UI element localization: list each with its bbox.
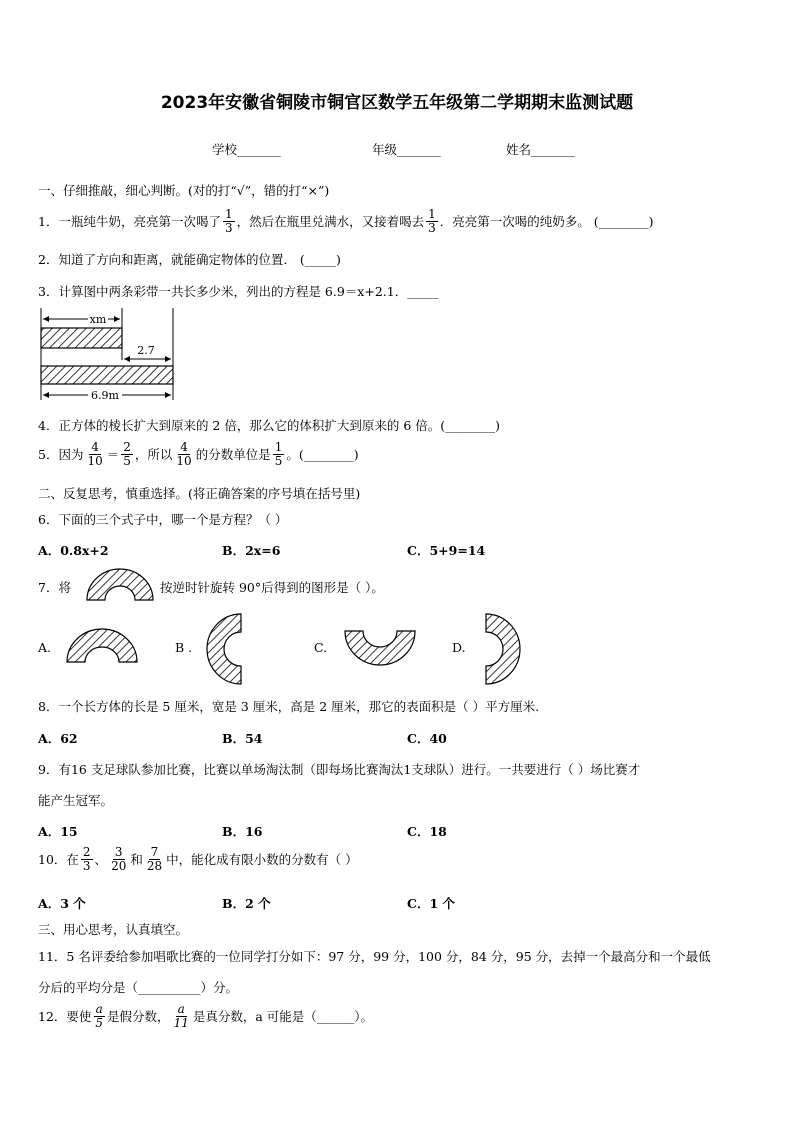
question-6: 6．下面的三个式子中，哪一个是方程？（ ）: [38, 512, 288, 527]
ribbon-1: [41, 328, 122, 348]
q12-text-a: 12．要使: [38, 1009, 92, 1025]
question-9-line-2: 能产生冠军。: [38, 793, 114, 808]
q1-text-a: 1．一瓶纯牛奶，亮亮第一次喝了: [38, 214, 221, 230]
question-3: 3．计算图中两条彩带一共长多少米，列出的方程是 6.9＝x+2.1．_____: [38, 284, 439, 299]
q10-option-b: B．2 个: [222, 896, 271, 911]
question-7-a: 7．将: [38, 580, 71, 595]
q8-option-b: B．54: [222, 731, 263, 746]
q7-option-a-label: A.: [38, 640, 52, 655]
question-11-line-2: 分后的平均分是（__________）分。: [38, 980, 239, 995]
grade-field: 年级_______: [372, 142, 441, 157]
q9-option-a: A．15: [38, 824, 78, 839]
q10-fraction-1: $\frac{2}{3}$: [82, 845, 91, 873]
question-11-line-1: 11．5 名评委给参加唱歌比赛的一位同学打分如下：97 分，99 分，100 分，84 分，95 分，去掉一个最高分和一个最低: [38, 949, 711, 964]
q1-fraction-1: $\frac{1}{3}$: [224, 207, 233, 235]
question-12: [38, 1003, 373, 1029]
q7-option-d-shape: [485, 613, 525, 685]
label-xm: xm: [89, 313, 107, 326]
q10-separator: 、: [94, 852, 108, 868]
q10-text-a: 10．在: [38, 852, 79, 868]
q10-fraction-3: $\frac{7}{28}$: [146, 845, 163, 873]
q6-option-a: A．0.8x+2: [38, 543, 109, 558]
q1-fraction-2: $\frac{1}{3}$: [428, 207, 436, 235]
label-2-7: 2.7: [137, 344, 155, 357]
question-9-line-1: 9．有16 支足球队参加比赛，比赛以单场淘汰制（即每场比赛淘汰1支球队）进行。一共要进行（ ）场比赛才: [38, 762, 641, 777]
section-2-heading: 二、反复思考，慎重选择。(将正确答案的序号填在括号里): [38, 486, 361, 501]
q5-text-a: 5．因为: [38, 447, 84, 463]
q5-fraction-2: $\frac{2}{5}$: [123, 440, 131, 468]
question-10: [38, 846, 358, 872]
q10-and: 和: [130, 852, 143, 868]
ribbon-2: [41, 366, 173, 384]
question-1: [38, 208, 654, 234]
name-field: 姓名_______: [506, 142, 575, 157]
q8-option-a: A．62: [38, 731, 78, 746]
q12-fraction-1: $\frac{a}{5}$: [95, 1002, 104, 1030]
question-4: 4．正方体的棱长扩大到原来的 2 倍，那么它的体积扩大到原来的 6 倍。(________): [38, 418, 501, 433]
q10-option-a: A．3 个: [38, 896, 86, 911]
question-7-b: 按逆时针旋转 90°后得到的图形是（ ）。: [160, 580, 384, 595]
section-1-heading: 一、仔细推敲，细心判断。(对的打“√”，错的打“×”): [38, 183, 330, 198]
q10-option-c: C．1 个: [407, 896, 455, 911]
q1-text-c: ．亮亮第一次喝的纯奶多。 (________): [439, 214, 654, 230]
q12-text-c: 是真分数，a 可能是（______）。: [192, 1009, 374, 1025]
q7-option-d-label: D.: [452, 640, 466, 655]
question-8: 8．一个长方体的长是 5 厘米，宽是 3 厘米，高是 2 厘米，那它的表面积是（ ）平方厘米.: [38, 699, 540, 714]
q12-fraction-2: $\frac{a}{11}$: [173, 1002, 189, 1030]
q1-text-b: ，然后在瓶里兑满水，又接着喝去: [236, 214, 425, 230]
question-5: [38, 441, 359, 467]
q6-option-c: C．5+9=14: [407, 543, 486, 558]
q5-fraction-4: $\frac{1}{5}$: [274, 440, 283, 468]
q5-text-c: 的分数单位是: [195, 447, 271, 463]
label-6-9m: 6.9m: [91, 389, 119, 402]
q5-equals: ＝: [106, 447, 120, 463]
q5-text-b: ，所以: [134, 447, 173, 463]
page-title: 2023年安徽省铜陵市铜官区数学五年级第二学期期末监测试题: [160, 93, 634, 113]
q12-text-b: 是假分数，: [107, 1009, 170, 1025]
q5-text-d: 。(________): [286, 447, 359, 463]
q7-option-c-shape: [344, 630, 416, 666]
question-2: 2．知道了方向和距离，就能确定物体的位置． (_____): [38, 252, 341, 267]
q7-original-shape: [86, 568, 156, 604]
q7-option-a-shape: [66, 628, 138, 664]
q10-text-b: 中，能化成有限小数的分数有（ ）: [166, 852, 358, 868]
q9-option-c: C．18: [407, 824, 447, 839]
q5-fraction-3: $\frac{4}{10}$: [176, 440, 192, 468]
q7-option-b-label: B .: [175, 640, 193, 655]
ribbon-diagram: [38, 308, 178, 403]
q7-option-c-label: C.: [314, 640, 328, 655]
q5-fraction-1: $\frac{4}{10}$: [87, 440, 103, 468]
section-3-heading: 三、用心思考，认真填空。: [38, 922, 189, 937]
q9-option-b: B．16: [222, 824, 263, 839]
q7-option-b-shape: [205, 613, 245, 685]
q8-option-c: C．40: [407, 731, 447, 746]
school-field: 学校_______: [212, 142, 281, 157]
q10-fraction-2: $\frac{3}{20}$: [111, 845, 127, 873]
q6-option-b: B．2x=6: [222, 543, 281, 558]
